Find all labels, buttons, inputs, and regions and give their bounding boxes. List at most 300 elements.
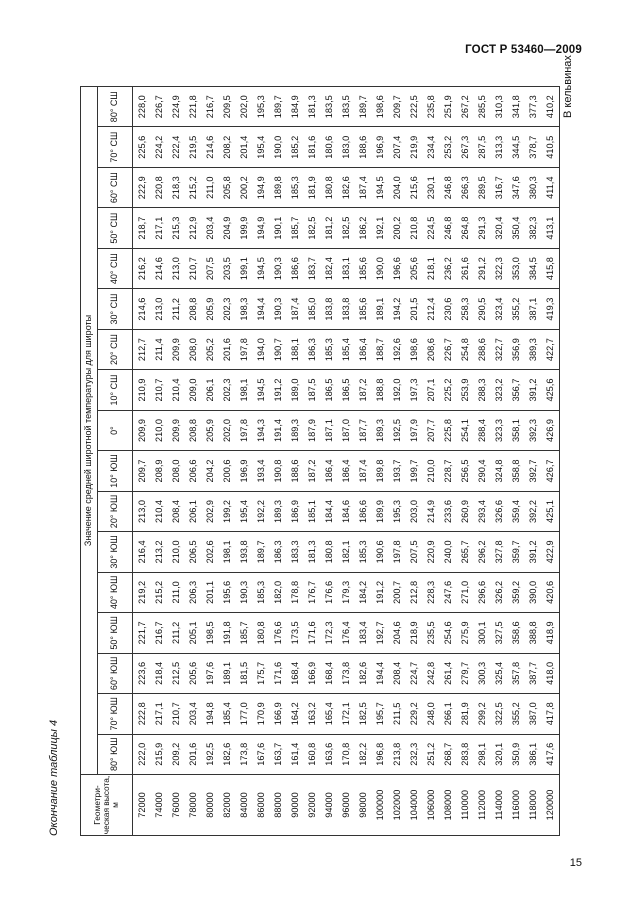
temperature-cell: 189,8 [269,167,286,207]
temperature-cell: 219,2 [133,572,151,612]
temperature-cell: 182,6 [337,167,354,207]
height-cell: 110000 [456,775,473,836]
temperature-cell: 358,1 [507,410,524,450]
temperature-cell: 197,8 [235,410,252,450]
temperature-cell: 208,0 [184,329,201,369]
latitude-header: 20° ЮШ [98,491,133,531]
temperature-cell: 213,2 [150,532,167,572]
temperature-cell: 181,3 [303,87,320,128]
temperature-cell: 170,8 [337,734,354,774]
temperature-cell: 175,7 [252,653,269,693]
temperature-cell: 266,1 [439,694,456,734]
temperature-cell: 422,9 [541,532,559,572]
temperature-cell: 411,4 [541,167,559,207]
temperature-cell: 223,6 [133,653,151,693]
temperature-cell: 186,6 [286,248,303,288]
temperature-cell: 218,4 [150,653,167,693]
temperature-cell: 251,9 [439,87,456,128]
table-row [133,87,151,836]
temperature-cell: 198,1 [235,370,252,410]
temperature-cell: 214,6 [201,127,218,167]
temperature-cell: 189,7 [354,87,371,128]
temperature-cell: 189,8 [371,451,388,491]
temperature-cell: 185,3 [286,167,303,207]
table-row [473,87,490,836]
height-cell: 108000 [439,775,456,836]
temperature-cell: 186,2 [354,208,371,248]
temperature-cell: 198,1 [218,532,235,572]
temperature-cell: 192,7 [371,613,388,653]
table-row [252,87,269,836]
temperature-cell: 293,4 [473,491,490,531]
temperature-cell: 192,1 [371,208,388,248]
latitude-header: 50° СШ [98,208,133,248]
temperature-cell: 202,3 [218,370,235,410]
temperature-cell: 205,1 [184,613,201,653]
standard-header: ГОСТ Р 53460—2009 [465,44,582,56]
height-cell: 116000 [507,775,524,836]
temperature-cell: 186,3 [303,329,320,369]
temperature-cell: 184,6 [337,491,354,531]
temperature-cell: 187,7 [354,410,371,450]
temperature-cell: 384,5 [524,248,541,288]
temperature-cell: 322,3 [490,248,507,288]
temperature-cell: 209,5 [218,87,235,128]
table-row [150,87,167,836]
temperature-cell: 194,4 [252,289,269,329]
temperature-cell: 190,7 [269,329,286,369]
temperature-cell: 189,7 [269,87,286,128]
temperature-cell: 209,9 [167,410,184,450]
temperature-cell: 180,6 [320,127,337,167]
temperature-cell: 228,7 [439,451,456,491]
table-row [405,87,422,836]
latitude-header-row [98,87,133,836]
temperature-cell: 425,6 [541,370,559,410]
table-header [81,87,133,836]
temperature-cell: 194,8 [201,694,218,734]
temperature-cell: 316,7 [490,167,507,207]
temperature-cell: 185,4 [337,329,354,369]
table-row [167,87,184,836]
temperature-cell: 187,0 [337,410,354,450]
temperature-cell: 185,6 [354,248,371,288]
temperature-cell: 190,3 [269,289,286,329]
temperature-cell: 194,0 [252,329,269,369]
temperature-cell: 212,9 [184,208,201,248]
temperature-cell: 191,2 [371,572,388,612]
latitude-header: 30° СШ [98,289,133,329]
temperature-cell: 163,2 [303,694,320,734]
temperature-cell: 160,8 [303,734,320,774]
temperature-cell: 210,4 [167,370,184,410]
temperature-cell: 285,5 [473,87,490,128]
temperature-cell: 212,7 [133,329,151,369]
temperature-cell: 235,5 [422,613,439,653]
temperature-cell: 202,3 [218,289,235,329]
temperature-cell: 211,2 [167,289,184,329]
temperature-cell: 189,9 [371,491,388,531]
temperature-cell: 326,6 [490,491,507,531]
temperature-cell: 290,5 [473,289,490,329]
temperature-cell: 287,5 [473,127,490,167]
temperature-cell: 198,5 [201,613,218,653]
temperature-cell: 188,6 [354,127,371,167]
temperature-cell: 193,8 [235,532,252,572]
temperature-cell: 387,7 [524,653,541,693]
temperature-cell: 218,7 [133,208,151,248]
temperature-cell: 190,6 [371,532,388,572]
temperature-cell: 185,3 [354,532,371,572]
temperature-cell: 234,4 [422,127,439,167]
temperature-cell: 182,2 [354,734,371,774]
temperature-cell: 213,0 [133,491,151,531]
temperature-cell: 208,8 [184,410,201,450]
temperature-cell: 288,6 [473,329,490,369]
temperature-cell: 196,6 [388,248,405,288]
table-row [337,87,354,836]
temperature-cell: 189,3 [269,491,286,531]
temperature-cell: 201,5 [405,289,422,329]
temperature-cell: 224,7 [405,653,422,693]
temperature-cell: 173,5 [286,613,303,653]
table-row [235,87,252,836]
table-row [320,87,337,836]
temperature-cell: 419,3 [541,289,559,329]
temperature-cell: 215,6 [405,167,422,207]
temperature-cell: 290,4 [473,451,490,491]
temperature-cell: 218,3 [167,167,184,207]
temperature-cell: 181,6 [303,127,320,167]
temperature-cell: 193,4 [252,451,269,491]
temperature-cell: 267,3 [456,127,473,167]
temperature-cell: 288,4 [473,410,490,450]
temperature-cell: 256,5 [456,451,473,491]
temperature-cell: 190,1 [269,208,286,248]
temperature-cell: 212,4 [422,289,439,329]
temperature-cell: 392,7 [524,451,541,491]
temperature-cell: 391,2 [524,532,541,572]
temperature-cell: 410,5 [541,127,559,167]
temperature-cell: 283,8 [456,734,473,774]
temperature-cell: 289,5 [473,167,490,207]
height-cell: 86000 [252,775,269,836]
temperature-cell: 377,3 [524,87,541,128]
temperature-cell: 173,8 [337,653,354,693]
temperature-cell: 189,3 [286,410,303,450]
temperature-cell: 208,8 [184,289,201,329]
temperature-cell: 296,2 [473,532,490,572]
temperature-cell: 382,3 [524,208,541,248]
temperature-cell: 211,5 [388,694,405,734]
temperature-cell: 201,6 [184,734,201,774]
temperature-cell: 299,2 [473,694,490,734]
temperature-cell: 325,4 [490,653,507,693]
temperature-cell: 417,8 [541,694,559,734]
temperature-cell: 185,3 [252,572,269,612]
temperature-cell: 206,1 [184,491,201,531]
temperature-cell: 195,4 [235,491,252,531]
temperature-cell: 288,3 [473,370,490,410]
temperature-cell: 197,8 [388,532,405,572]
temperature-cell: 323,4 [490,289,507,329]
temperature-cell: 322,7 [490,329,507,369]
temperature-cell: 324,8 [490,451,507,491]
height-cell: 94000 [320,775,337,836]
temperature-cell: 197,9 [405,410,422,450]
temperature-cell: 207,1 [422,370,439,410]
temperature-cell: 268,7 [439,734,456,774]
temperature-cell: 210,7 [150,370,167,410]
temperature-cell: 187,4 [354,167,371,207]
temperature-cell: 222,9 [133,167,151,207]
latitude-header: 80° СШ [98,87,133,128]
temperature-cell: 323,3 [490,410,507,450]
temperature-cell: 265,7 [456,532,473,572]
temperature-cell: 226,7 [439,329,456,369]
temperature-cell: 187,5 [303,370,320,410]
temperature-cell: 186,4 [337,451,354,491]
temperature-cell: 261,6 [456,248,473,288]
temperature-cell: 168,4 [286,653,303,693]
temperature-cell: 222,0 [133,734,151,774]
temperature-cell: 198,6 [405,329,422,369]
temperature-cell: 207,7 [422,410,439,450]
temperature-cell: 183,5 [337,87,354,128]
temperature-cell: 203,5 [218,248,235,288]
temperature-cell: 355,2 [507,289,524,329]
height-cell: 100000 [371,775,388,836]
temperature-cell: 347,6 [507,167,524,207]
temperature-cell: 389,3 [524,329,541,369]
temperature-cell: 172,1 [337,694,354,734]
temperature-cell: 413,1 [541,208,559,248]
temperature-cell: 215,2 [150,572,167,612]
temperature-cell: 183,4 [354,613,371,653]
temperature-cell: 205,9 [201,289,218,329]
temperature-cell: 215,3 [167,208,184,248]
temperature-cell: 188,1 [286,329,303,369]
temperature-cell: 185,7 [235,613,252,653]
temperature-cell: 199,7 [405,451,422,491]
temperature-cell: 183,1 [337,248,354,288]
temperature-cell: 190,3 [269,248,286,288]
temperature-cell: 195,3 [252,87,269,128]
latitude-header: 80° ЮШ [98,734,133,774]
height-cell: 84000 [235,775,252,836]
temperature-cell: 204,9 [218,208,235,248]
temperature-cell: 359,4 [507,491,524,531]
temperature-cell: 200,2 [235,167,252,207]
temperature-cell: 392,2 [524,491,541,531]
temperature-cell: 202,0 [235,87,252,128]
temperature-cell: 344,5 [507,127,524,167]
temperature-cell: 388,8 [524,613,541,653]
temperature-cell: 233,6 [439,491,456,531]
temperature-cell: 206,1 [201,370,218,410]
latitude-header: 10° СШ [98,370,133,410]
temperature-cell: 205,6 [184,653,201,693]
temperature-cell: 209,7 [388,87,405,128]
temperature-cell: 180,8 [320,167,337,207]
temperature-cell: 418,9 [541,613,559,653]
temperature-table [80,86,560,836]
temperature-cell: 186,9 [286,491,303,531]
temperature-cell: 387,0 [524,694,541,734]
temperature-cell: 194,5 [252,370,269,410]
temperature-cell: 164,2 [286,694,303,734]
temperature-cell: 323,2 [490,370,507,410]
temperature-cell: 182,5 [303,208,320,248]
temperature-cell: 212,5 [167,653,184,693]
temperature-cell: 201,4 [235,127,252,167]
table-body [133,87,560,836]
temperature-cell: 187,1 [320,410,337,450]
temperature-cell: 194,5 [371,167,388,207]
temperature-cell: 170,9 [252,694,269,734]
temperature-cell: 248,0 [422,694,439,734]
temperature-cell: 196,9 [235,451,252,491]
temperature-cell: 220,9 [422,532,439,572]
temperature-cell: 182,6 [218,734,235,774]
latitude-header: 40° ЮШ [98,572,133,612]
temperature-cell: 197,3 [405,370,422,410]
temperature-cell: 378,7 [524,127,541,167]
temperature-cell: 209,9 [167,329,184,369]
latitude-header: 70° СШ [98,127,133,167]
temperature-cell: 214,6 [133,289,151,329]
temperature-cell: 210,7 [167,694,184,734]
temperature-cell: 186,3 [269,532,286,572]
temperature-cell: 229,2 [405,694,422,734]
temperature-cell: 208,6 [422,329,439,369]
temperature-cell: 166,9 [269,694,286,734]
temperature-cell: 185,6 [354,289,371,329]
temperature-cell: 206,6 [184,451,201,491]
temperature-cell: 187,4 [286,289,303,329]
latitude-header: 30° ЮШ [98,532,133,572]
temperature-cell: 422,7 [541,329,559,369]
table-row [524,87,541,836]
temperature-cell: 202,0 [218,410,235,450]
temperature-cell: 251,2 [422,734,439,774]
temperature-cell: 236,2 [439,248,456,288]
temperature-cell: 181,5 [235,653,252,693]
temperature-cell: 203,4 [201,208,218,248]
temperature-cell: 210,8 [405,208,422,248]
temperature-cell: 183,5 [320,87,337,128]
temperature-cell: 195,7 [371,694,388,734]
temperature-cell: 253,2 [439,127,456,167]
page-number: 15 [569,857,582,869]
temperature-cell: 214,6 [150,248,167,288]
temperature-cell: 218,9 [405,613,422,653]
temperature-cell: 298,1 [473,734,490,774]
temperature-cell: 194,5 [252,248,269,288]
table-row [507,87,524,836]
temperature-cell: 181,2 [320,208,337,248]
temperature-cell: 217,1 [150,208,167,248]
temperature-cell: 191,8 [218,613,235,653]
temperature-cell: 392,3 [524,410,541,450]
temperature-cell: 183,0 [337,127,354,167]
temperature-cell: 212,8 [405,572,422,612]
height-cell: 92000 [303,775,320,836]
temperature-cell: 188,6 [286,451,303,491]
temperature-cell: 230,6 [439,289,456,329]
temperature-cell: 260,9 [456,491,473,531]
latitude-header: 40° СШ [98,248,133,288]
temperature-cell: 201,1 [201,572,218,612]
table-row [303,87,320,836]
temperature-cell: 163,6 [320,734,337,774]
table-row [201,87,218,836]
temperature-cell: 246,8 [439,167,456,207]
temperature-cell: 196,9 [371,127,388,167]
temperature-cell: 192,0 [388,370,405,410]
temperature-cell: 224,9 [167,87,184,128]
latitude-header: 50° ЮШ [98,613,133,653]
temperature-cell: 228,0 [133,87,151,128]
latitude-header: 70° ЮШ [98,694,133,734]
temperature-cell: 171,6 [269,653,286,693]
temperature-cell: 205,9 [201,410,218,450]
temperature-cell: 222,8 [133,694,151,734]
temperature-cell: 327,8 [490,532,507,572]
temperature-cell: 166,9 [303,653,320,693]
temperature-cell: 185,4 [218,694,235,734]
temperature-cell: 199,1 [235,248,252,288]
temperature-cell: 189,0 [286,370,303,410]
temperature-cell: 204,2 [201,451,218,491]
temperature-cell: 185,0 [303,289,320,329]
temperature-cell: 200,6 [218,451,235,491]
temperature-cell: 205,8 [218,167,235,207]
temperature-cell: 261,4 [439,653,456,693]
temperature-cell: 222,4 [167,127,184,167]
temperature-cell: 246,8 [439,208,456,248]
temperature-cell: 189,1 [371,289,388,329]
temperature-cell: 240,0 [439,532,456,572]
temperature-cell: 194,3 [252,410,269,450]
temperature-cell: 181,3 [303,532,320,572]
temperature-cell: 254,1 [456,410,473,450]
temperature-cell: 224,2 [150,127,167,167]
temperature-cell: 267,2 [456,87,473,128]
temperature-cell: 202,9 [201,491,218,531]
temperature-cell: 225,6 [133,127,151,167]
temperature-cell: 173,8 [235,734,252,774]
temperature-cell: 224,5 [422,208,439,248]
temperature-cell: 327,5 [490,613,507,653]
temperature-cell: 176,6 [269,613,286,653]
temperature-cell: 182,1 [337,532,354,572]
height-cell: 114000 [490,775,507,836]
table-caption: Окончание таблицы 4 [48,719,60,836]
height-cell: 80000 [201,775,218,836]
temperature-cell: 183,8 [320,289,337,329]
temperature-cell: 188,7 [371,329,388,369]
temperature-cell: 184,2 [354,572,371,612]
temperature-cell: 182,6 [354,653,371,693]
temperature-cell: 185,7 [286,208,303,248]
temperature-cell: 181,9 [303,167,320,207]
temperature-cell: 211,2 [167,613,184,653]
temperature-cell: 180,8 [252,613,269,653]
temperature-cell: 215,2 [184,167,201,207]
temperature-cell: 386,1 [524,734,541,774]
table-row [269,87,286,836]
